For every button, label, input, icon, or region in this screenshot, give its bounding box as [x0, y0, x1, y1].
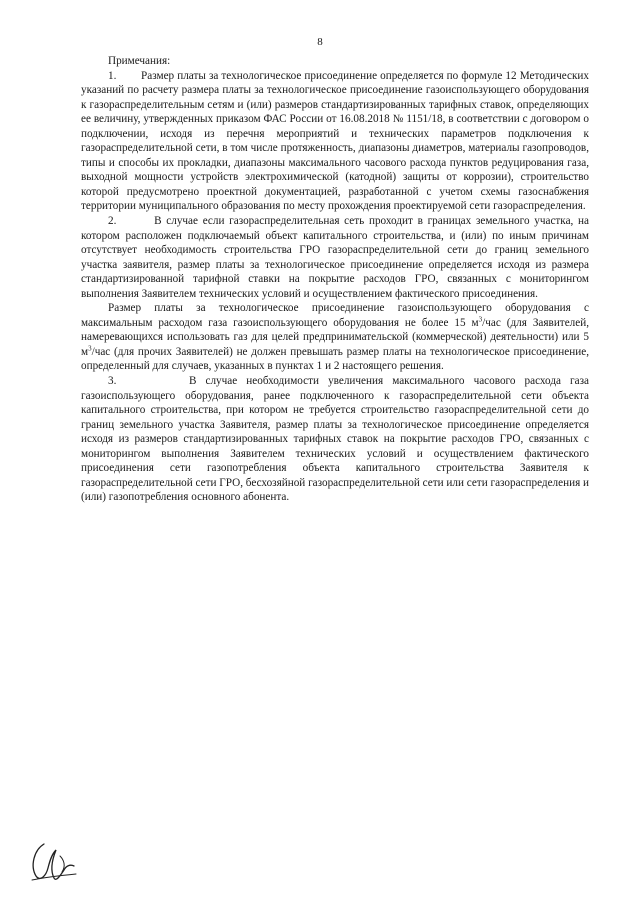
- note-paragraph-3: 3. В случае необходимости увеличения максимального часового расхода газа газоиспользующего оборудования, ранее подключенного к газораспределительной сети объекта капитального строительства, при котором не требуется строительство газораспределительной сети до границ земельного участка Заявителя, размер платы за технологическое присоединение определяется исходя из размеров стандартизированных тарифных ставок на покрытие расходов ГРО, связанных с мониторингом выполнения Заявителем технических условий и осуществлением фактического присоединения сети газопотребления объекта капитального строительства Заявителя к газораспределительной сети ГРО, бесхозяйной газораспределительной сети или сети газораспределения и (или) газопотребления основного абонента.: [81, 375, 590, 504]
- cubic-superscript-1: 3: [478, 315, 483, 324]
- p3-text-before: Размер платы за технологическое присоединение газоиспользующего оборудования с максимальным расходом газа газоиспользующего оборудования не более 15 м: [81, 302, 589, 329]
- note-paragraph-2-continuation: [81, 301, 589, 374]
- notes-heading: Примечания:: [108, 55, 171, 67]
- note-paragraph-2: 2. В случае если газораспределительная сеть проходит в границах земельного участка, на котором расположен подключаемый объект капитального строительства, и (или) по иным причинам отсутствует необходимость строительства ГРО газораспределительной сети до границ земельного участка заявителя, размер платы за технологическое присоединение определяется исходя из размера стандартизированной тарифной ставки на покрытие расходов ГРО, связанных с мониторингом выполнения Заявителем технических условий и осуществлением фактического присоединения.: [81, 215, 589, 300]
- handwritten-signature-icon: [26, 836, 82, 886]
- page-number: 8: [317, 36, 323, 48]
- document-body: [81, 54, 589, 505]
- cubic-superscript-2: 3: [88, 344, 92, 353]
- p3-text-after: /час (для прочих Заявителей) не должен превышать размер платы на технологическое присоединение, определенный для случаев, указанных в пунктах 1 и 2 настоящего решения.: [81, 345, 589, 373]
- note-paragraph-1: 1. Размер платы за технологическое присоединение определяется по формуле 12 Методических указаний по расчету размера платы за технологическое присоединение газоиспользующего оборудования к газораспределительным сетям и (или) размеров стандартизированных тарифных ставок, определяющих ее величину, утвержденных приказом ФАС России от 16.08.2018 № 1151/18, в соответствии с договором о подключении, исходя из перечня мероприятий и технических параметров подключения к газораспределительной сети, в том числе протяженность, диапазоны диаметров, материалы газопроводов, типы и способы их прокладки, диапазоны максимального часового расхода пунктов редуцирования газа, выходной мощности устройств электрохимической (катодной) защиты от коррозии), строительство которой предусмотрено проектной документацией, разработанной с учетом схемы газоснабжения территории муниципального образования по месту прохождения проектируемой сети газораспределения.: [81, 69, 589, 213]
- p3-text-middle: /час (для Заявителей, намеревающихся использовать газ для целей предпринимательской (коммерческой) деятельности) или 5 м: [81, 316, 589, 358]
